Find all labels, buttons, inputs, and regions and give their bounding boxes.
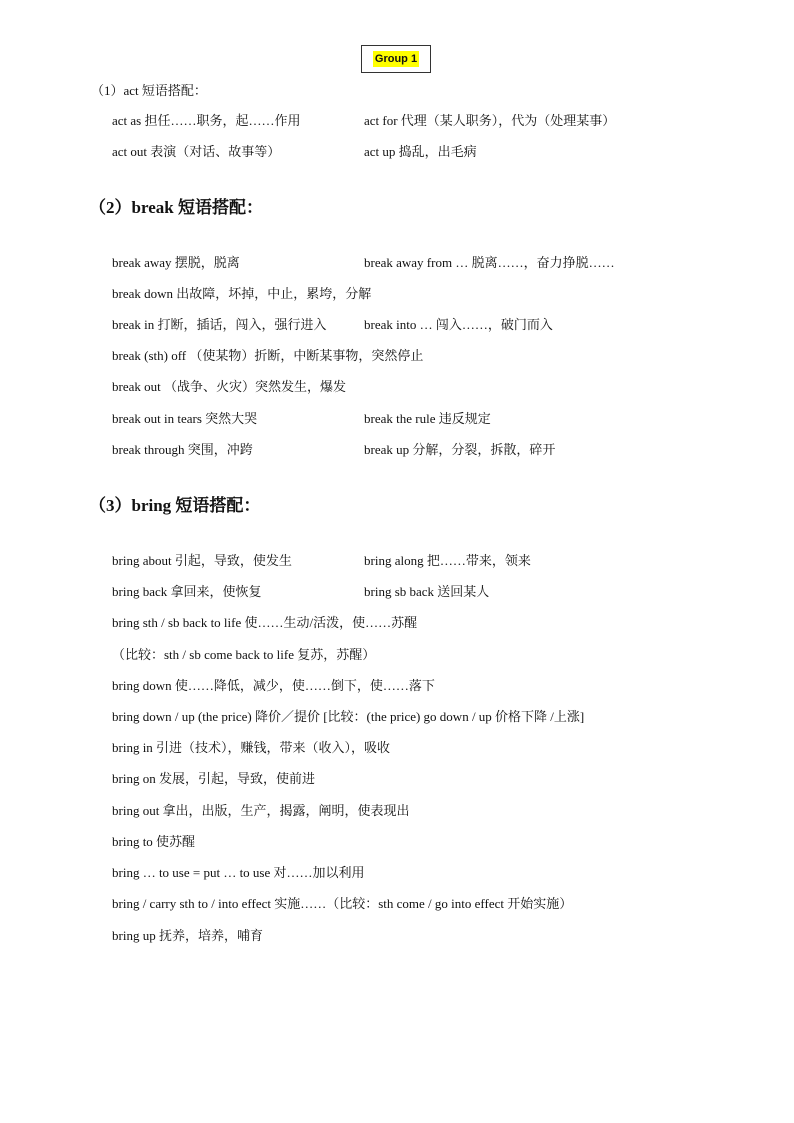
- phrase-entry: bring down 使……降低，减少，使……倒下，使……落下: [112, 678, 435, 693]
- phrase-entry: bring / carry sth to / into effect 实施……（比较：sth come / go into effect 开始实施）: [112, 896, 573, 911]
- phrase-entry: bring back 拿回来，使恢复: [112, 584, 262, 599]
- phrase-entry: bring to 使苏醒: [112, 834, 196, 849]
- phrase-entry: break away 摆脱，脱离: [112, 255, 240, 270]
- phrase-entry: act out 表演（对话、故事等）: [112, 144, 281, 159]
- phrase-entry: break down 出故障，坏掉，中止，累垮，分解: [112, 286, 372, 301]
- phrase-entry: bring … to use = put … to use 对……加以利用: [112, 865, 365, 880]
- section-heading-break: （2）break 短语搭配：: [89, 198, 263, 217]
- phrase-entry: act up 捣乱，出毛病: [364, 144, 477, 159]
- phrase-entry: bring along 把……带来，领来: [364, 553, 531, 568]
- phrase-entry: act as 担任……职务，起……作用: [112, 113, 301, 128]
- phrase-entry: break into … 闯入……，破门而入: [364, 317, 553, 332]
- phrase-entry: bring down / up (the price) 降价／提价 [比较：(the price) go down / up 价格下降 /上涨]: [112, 709, 585, 724]
- phrase-entry: break through 突围，冲跨: [112, 442, 253, 457]
- phrase-entry: break out （战争、火灾）突然发生，爆发: [112, 379, 346, 394]
- phrase-entry: bring in 引进（技术），赚钱，带来（收入），吸收: [112, 740, 391, 755]
- group-title-box: [361, 45, 431, 73]
- section-heading-bring: （3）bring 短语搭配：: [89, 496, 261, 515]
- phrase-entry: bring out 拿出，出版，生产，揭露，阐明，使表现出: [112, 803, 410, 818]
- phrase-entry: break up 分解，分裂，拆散，碎开: [364, 442, 556, 457]
- phrase-entry: act for 代理（某人职务），代为（处理某事）: [364, 113, 616, 128]
- phrase-entry: bring sb back 送回某人: [364, 584, 490, 599]
- phrase-entry: bring sth / sb back to life 使……生动/活泼，使……苏醒: [112, 615, 418, 630]
- group-title: Group 1: [374, 53, 418, 65]
- phrase-entry: break out in tears 突然大哭: [112, 411, 258, 426]
- phrase-entry: break in 打断，插话，闯入，强行进入: [112, 317, 327, 332]
- phrase-entry: bring on 发展，引起，导致，使前进: [112, 771, 315, 786]
- phrase-entry: break the rule 违反规定: [364, 411, 491, 426]
- phrase-entry: （比较：sth / sb come back to life 复苏，苏醒）: [112, 647, 376, 662]
- phrase-entry: bring about 引起，导致，使发生: [112, 553, 292, 568]
- phrase-entry: break (sth) off （使某物）折断，中断某事物，突然停止: [112, 348, 424, 363]
- phrase-entry: bring up 抚养，培养，哺育: [112, 928, 263, 943]
- phrase-entry: break away from … 脱离……，奋力挣脱……: [364, 255, 615, 270]
- section-heading-act: （1）act 短语搭配：: [91, 83, 207, 98]
